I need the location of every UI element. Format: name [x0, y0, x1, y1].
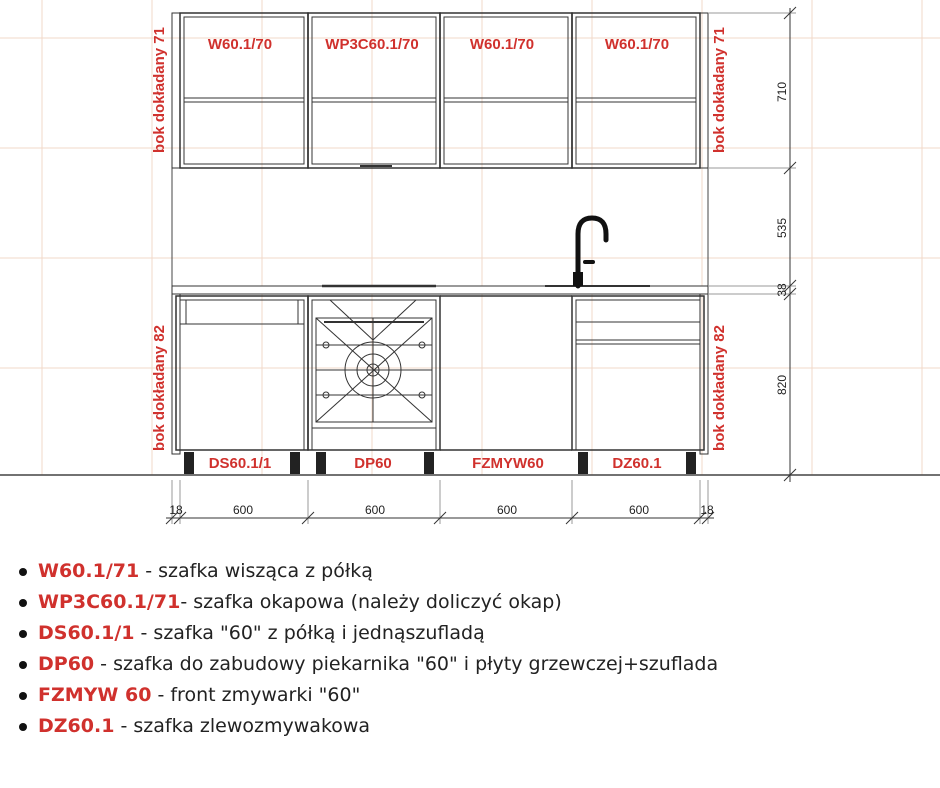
bullet-icon: [19, 630, 27, 638]
legend-code: DS60.1/1: [38, 622, 135, 644]
legend-description: - szafka wisząca z półką: [139, 560, 373, 582]
dimension-backsplash-height: 535: [775, 217, 789, 239]
upper-cabinet-label-3: W60.1/70: [469, 36, 535, 53]
legend-code: WP3C60.1/71: [38, 591, 181, 613]
dimension-upper-height: 710: [775, 81, 789, 103]
legend-description: - front zmywarki "60": [151, 684, 361, 706]
faucet-icon: [573, 218, 606, 286]
dimension-lower-height: 820: [775, 374, 789, 396]
upper-cabinet-label-1: W60.1/70: [207, 36, 273, 53]
dimension-cabinet-4-width: 600: [628, 503, 650, 517]
dimension-cabinet-2-width: 600: [364, 503, 386, 517]
dimension-worktop-thickness: 38: [775, 283, 789, 297]
side-panel-label-lower-left: bok dokładany 82: [151, 325, 168, 451]
legend-code: DZ60.1: [38, 715, 115, 737]
upper-cabinet-label-4: W60.1/70: [604, 36, 670, 53]
lower-cabinets: [172, 294, 708, 454]
legend-item: [14, 618, 924, 649]
dimension-cabinet-1-width: 600: [232, 503, 254, 517]
legend-item: [14, 711, 924, 742]
bullet-icon: [19, 723, 27, 731]
side-panel-label-lower-right: bok dokładany 82: [711, 325, 728, 451]
legend-item: [14, 680, 924, 711]
worktop: [172, 286, 708, 294]
lower-cabinet-label-3: FZMYW60: [472, 455, 544, 472]
bullet-icon: [19, 661, 27, 669]
legend-description: - szafka "60" z półką i jednąszufladą: [134, 622, 485, 644]
dimension-cabinet-3-width: 600: [496, 503, 518, 517]
side-panel-label-upper-left: bok dokładany 71: [151, 27, 168, 153]
side-panel-label-upper-right: bok dokładany 71: [711, 27, 728, 153]
legend-item: [14, 649, 924, 680]
upper-cabinet-label-2: WP3C60.1/70: [325, 36, 419, 53]
backsplash: [172, 168, 708, 286]
legend-item: [14, 587, 924, 618]
legend-description: - szafka okapowa (należy doliczyć okap): [180, 591, 562, 613]
legend-code: DP60: [38, 653, 95, 675]
dimension-left-panel-width: 18: [169, 503, 183, 517]
legend-code: W60.1/71: [38, 560, 140, 582]
bullet-icon: [19, 692, 27, 700]
lower-cabinet-label-4: DZ60.1: [612, 455, 662, 472]
legend-item: [14, 556, 924, 587]
legend-description: - szafka do zabudowy piekarnika "60" i płyty grzewczej+szuflada: [94, 653, 719, 675]
lower-cabinet-label-2: DP60: [354, 455, 392, 472]
legend-description: - szafka zlewozmywakowa: [114, 715, 371, 737]
bullet-icon: [19, 599, 27, 607]
legend-code: FZMYW 60: [38, 684, 152, 706]
horizontal-dimension-line: [166, 480, 714, 524]
dimension-right-panel-width: 18: [700, 503, 714, 517]
lower-cabinet-label-1: DS60.1/1: [208, 455, 272, 472]
legend-list: [14, 556, 924, 742]
bullet-icon: [19, 568, 27, 576]
